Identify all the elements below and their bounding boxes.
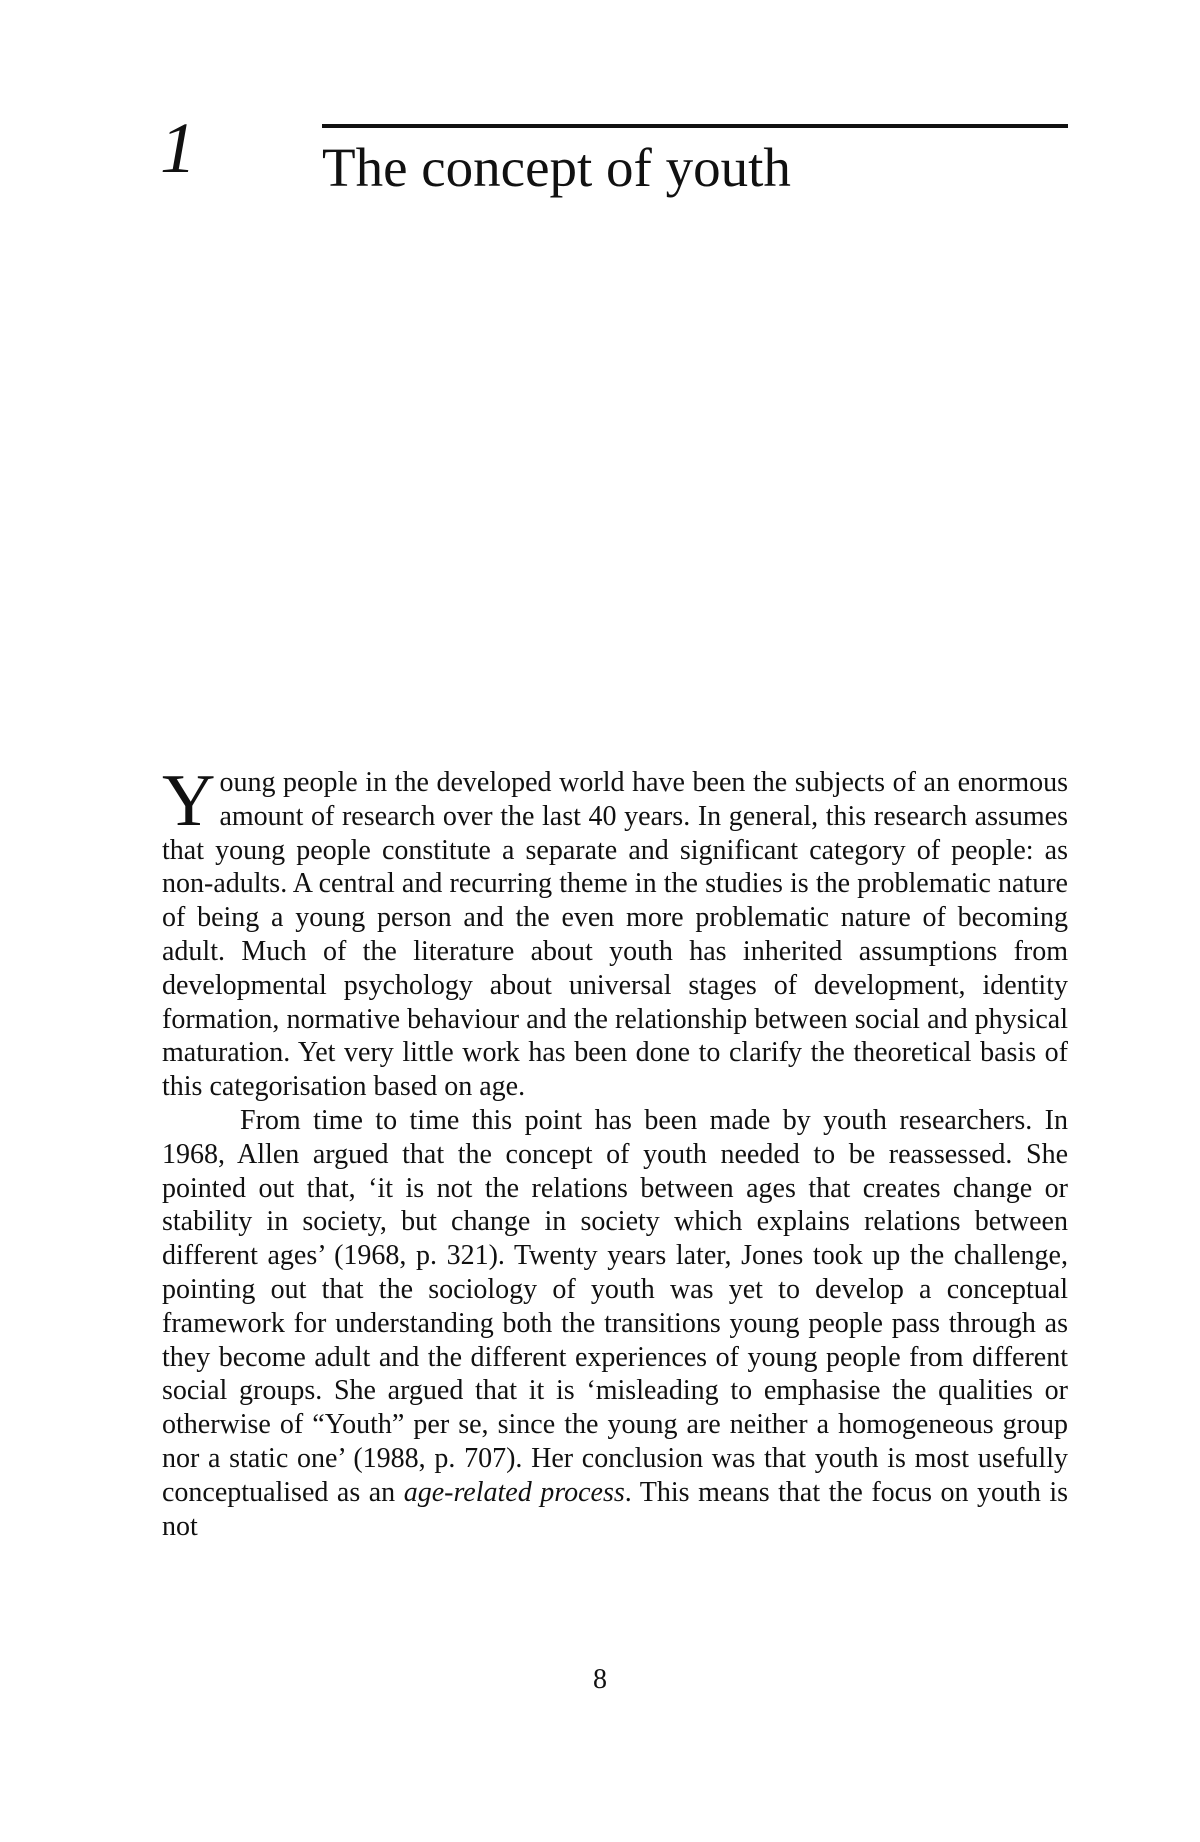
chapter-title: The concept of youth [322, 137, 791, 198]
chapter-title-rule [322, 124, 1068, 128]
paragraph-2-text: From time to time this point has been made by youth researchers. In 1968, Allen argued that the concept of youth needed to be reassessed. She pointed out that, ‘it is not the relations between ages that creates change or stability in society, but change in society which explains relations between different ages’ (1968, p. 321). Twenty years later, Jones took up the challenge, pointing out that the sociology of youth was yet to develop a conceptual framework for understanding both the transitions young people pass through as they become adult and the different experiences of young people from different social groups. She argued that it is ‘misleading to emphasise the qualities or otherwise of “Youth” per se, since the young are neither a homogeneous group nor a static one’ (1988, p. 707). Her conclusion was that youth is most usefully conceptualised as an [162, 1104, 1068, 1508]
paragraph-1 [162, 760, 1068, 1104]
page-number: 8 [593, 1664, 607, 1695]
emphasis-age-related-process: age-related process [403, 1476, 625, 1508]
paragraph-2 [162, 1104, 1068, 1543]
body-text [162, 760, 1069, 1543]
paragraph-1-text: oung people in the developed world have been the subjects of an enormous amount of research over the last 40 years. In general, this research assumes that young people constitute a separate and significant category of people: as non-adults. A central and recurring theme in the studies is the problematic nature of being a young person and the even more problematic nature of becoming adult. Much of the literature about youth has inherited assumptions from developmental psychology about universal stages of development, identity formation, normative behaviour and the relationship between social and physical maturation. Yet very little work has been done to clarify the theoretical basis of this categorisation based on age. [162, 767, 1068, 1103]
drop-cap: Y [162, 760, 216, 842]
chapter-number: 1 [160, 108, 196, 188]
paragraph-2-text-end: . This means that the focus on youth is not [162, 1476, 1069, 1542]
